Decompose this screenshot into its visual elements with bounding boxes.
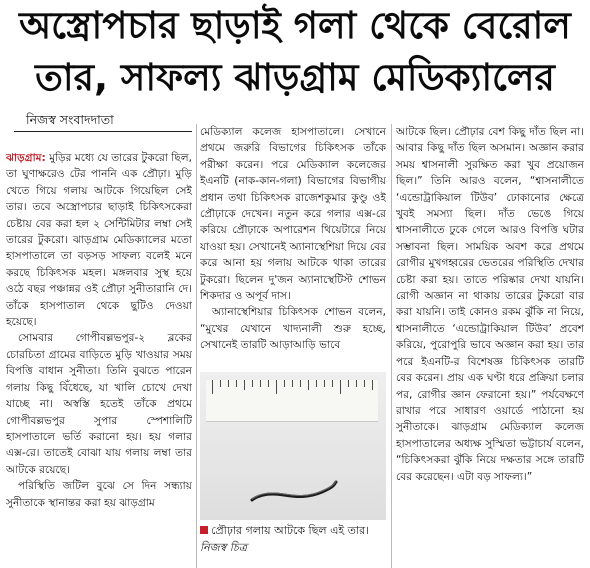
dateline: ঝাড়গ্রাম: [6,152,46,164]
headline-line-1: অস্ত্রোপচার ছাড়াই গলা থেকে বেরোল [19,4,571,47]
article-paragraph: অ্যানাস্থেশিয়ার চিকিৎসক শোভন বলেন, “মুখের যেখানে খাদ্যনালী শুরু হচ্ছে, সেখানেই তারটি আড়াআড়ি ভাবে [200,306,386,352]
article-column-2 [200,124,386,372]
photo-caption [200,522,386,566]
article-paragraph: মেডিক্যাল কলেজ হাসপাতালে। সেখানে প্রথমে জরুরি বিভাগের চিকিৎসক তাঁকে পরীক্ষা করেন। পরে মেডিক্যাল কলেজের ইএনটি (নাক-কান-গলা) বিভাগের বিভাগীয় প্রধান তথা চিকিৎসক রাজেশকুমার কুণ্ডু ওই প্রৌঢ়াকে দেখেন। নতুন করে গলার এক্স-রে করিয়ে প্রৌঢ়াকে অপারেশন থিয়েটারে নিয়ে যাওয়া হয়। সেখানেই অ্যানাস্থেশিয়া দিয়ে বের করে আনা হয় গলায় আটকে থাকা তারের টুকরো। ছিলেন দু'জন অ্যানাস্থেটিস্ট শোভন শিকদার ও অপূর্ব দাস। [200,126,386,303]
paragraph-text: মুড়ির মধ্যে যে তারের টুকরো ছিল, তা ঘুণাক্ষরেও টের পাননি এক প্রৌঢ়া। মুড়ি খেতে গিয়ে গলায় আটকে গিয়েছিল সেই তার। তবে অস্ত্রোপচার ছাড়াই চিকিৎসকেরা চেষ্টায় বের করা হল ২ সেন্টিমিটার লম্বা সেই তারের টুকরো। ঝাড়গ্রাম মেডিক্যালের মতো হাসপাতালে তা বড়সড় সাফল্য বলেই মনে করছে চিকিৎসক মহল। মঙ্গলবার সুস্থ হয়ে ওঠে বছর পঞ্চান্নর ওই প্রৌঢ়া সুনীতারানি দে। তাঁকে হাসপাতাল থেকে ছুটিও দেওয়া হয়েছে। [6,152,192,329]
wire-piece [200,372,386,520]
photo-credit: নিজস্ব চিত্র [200,541,247,554]
byline: নিজস্ব সংবাদদাতা [14,110,192,132]
article-paragraph: আটকে ছিল। প্রৌঢ়ার বেশ কিছু দাঁত ছিল না। আবার কিছু দাঁত ছিল অসমান। অজ্ঞান করার সময় শ্বাসনালী সুরক্ষিত করা খুব প্রয়োজন ছিল।” তিনি আরও বলেন, “শ্বাসনালীতে ‘এন্ডোট্রাকিয়াল টিউব’ ঢোকানোর ক্ষেত্রে খুবই সমস্যা ছিল। দাঁত ভেঙে গিয়ে শ্বাসনালীতে ঢুকে গেলে আরও বিপত্তি ঘটার সম্ভাবনা ছিল। সাময়িক অবশ করে প্রথমে রোগীর মুখগহ্বরের ভেতরের পরিস্থিতি দেখার চেষ্টা করা হয়। তাতে পরিষ্কার দেখা যায়নি। রোগী অজ্ঞান না থাকায় তারের টুকরো বার করা যায়নি। তাই কোনও রকম ঝুঁকি না নিয়ে, শ্বাসনালীতে ‘এন্ডোট্রাকিয়াল টিউব’ প্রবেশ করিয়ে, পুরোপুরি ভাবে অজ্ঞান করা হয়। তার পরে ইএনটি-র বিশেষজ্ঞ চিকিৎসক তারটি বের করেন। প্রায় এক ঘণ্টা ধরে প্রক্রিয়া চলার পর, রোগীর জ্ঞান ফেরানো হয়।” পর্যবেক্ষণে রাখার পরে সাধারণ ওয়ার্ডে পাঠানো হয় সুনীতাকে। ঝাড়গ্রাম মেডিক্যাল কলেজ হাসপাতালের অধ্যক্ষ সুস্মিতা ভট্টাচার্য বলেন, “চিকিৎসকরা ঝুঁকি নিয়ে দক্ষতার সঙ্গে তারটি বের করেছেন। এটা বড় সাফল্য।” [396,126,584,483]
article-column-1 [6,150,192,568]
headline-line-2: তার, সাফল্য ঝাড়গ্রাম মেডিক্যালের [35,56,555,99]
caption-marker [200,526,208,534]
article-paragraph [6,150,192,330]
article-paragraph: পরিস্থিতি জটিল বুঝে সে দিন সন্ধ্যায় সুনীতাকে স্থানান্তর করা হয় ঝাড়গ্রাম [6,480,192,509]
photo-wire-on-ruler [200,372,386,520]
headline [0,0,590,110]
article-paragraph: সোমবার গোপীবল্লভপুর-২ ব্লকের চোরচিতা গ্রামের বাড়িতে মুড়ি খাওয়ার সময় বিপত্তি বাধান সুনীতা। তিনি বুঝতে পারেন গলায় কিছু বিঁধেছে, যা খালি চোখে দেখা যাচ্ছে না। অস্বস্তি হতেই তাঁকে প্রথমে গোপীবল্লভপুর সুপার স্পেশালিটি হাসপাতালে ভর্তি করানো হয়। হয় গলার এক্স-রে। তাতেই বোঝা যায় গলায় লম্বা তার আটকে রয়েছে। [6,332,192,476]
caption-text: প্রৌঢ়ার গলায় আটকে ছিল এই তার। [211,524,370,537]
article-column-3 [396,124,584,568]
column-divider [196,124,197,568]
column-divider [391,124,392,568]
